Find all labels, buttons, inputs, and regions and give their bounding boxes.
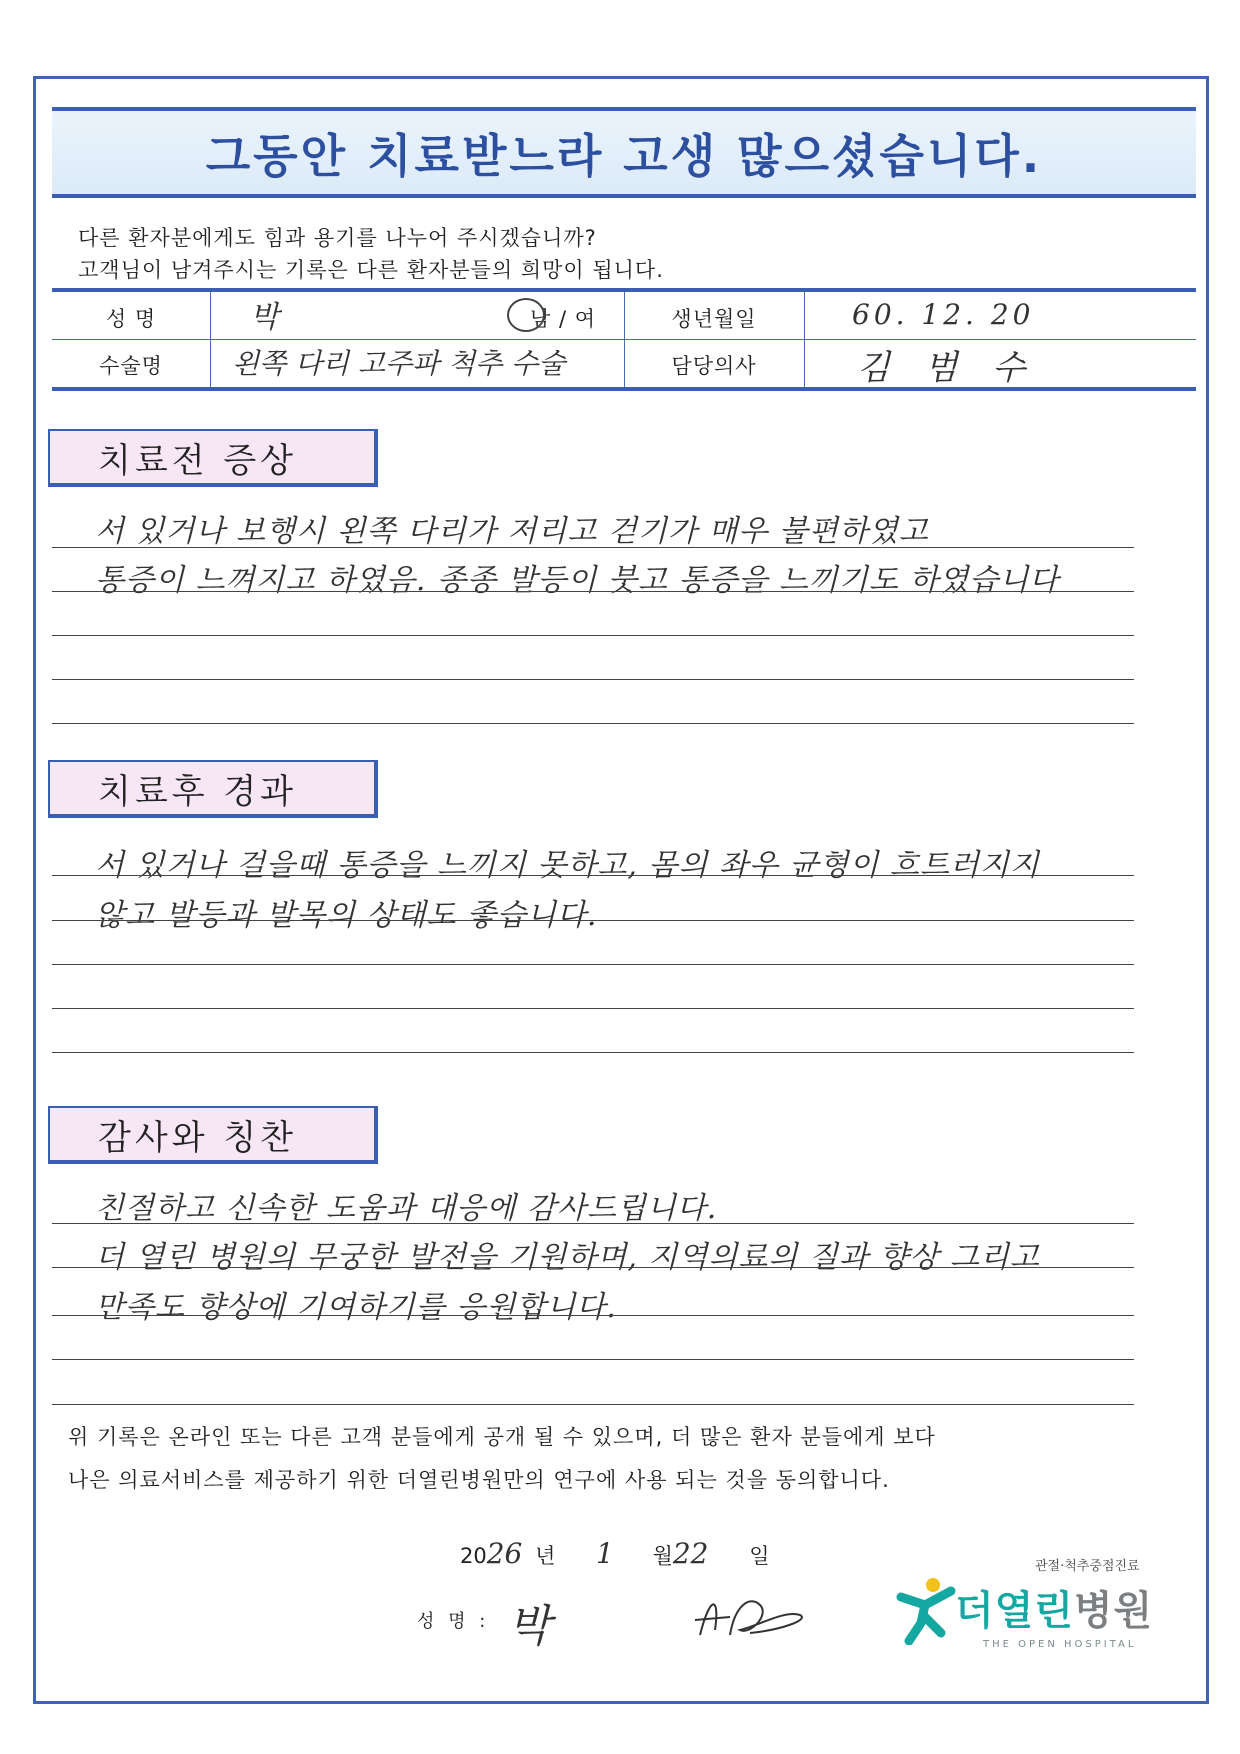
birth-value: 60. 12. 20 — [852, 298, 1035, 331]
section-heading-after: 치료후 경과 — [48, 760, 378, 818]
after-line-2: 않고 발등과 발목의 상태도 좋습니다. — [95, 898, 598, 933]
ruled-line — [52, 591, 1134, 592]
logo-english: THE OPEN HOSPITAL — [983, 1639, 1137, 1650]
doctor-value: 김 범 수 — [857, 348, 1038, 388]
ruled-line — [52, 1008, 1134, 1009]
gender-options: 남 / 여 — [530, 307, 596, 331]
section-heading-before: 치료전 증상 — [48, 429, 378, 487]
before-line-2: 통증이 느껴지고 하였음. 종종 발등이 붓고 통증을 느끼기도 하였습니다 — [95, 563, 1060, 598]
day-handwritten: 22 — [672, 1537, 709, 1570]
before-line-1: 서 있거나 보행시 왼쪽 다리가 저리고 걷기가 매우 불편하였고 — [95, 514, 929, 549]
patient-info-table — [52, 288, 1196, 391]
ruled-line — [52, 1267, 1134, 1268]
year-unit: 년 — [535, 1544, 556, 1568]
ruled-line — [52, 1223, 1134, 1224]
ruled-line — [52, 723, 1134, 724]
intro-line-2: 고객님이 남겨주시는 기록은 다른 환자분들의 희망이 됩니다. — [78, 258, 664, 282]
doctor-label: 담당의사 — [671, 354, 757, 378]
ruled-line — [52, 1359, 1134, 1360]
ruled-line — [52, 1315, 1134, 1316]
ruled-line — [52, 679, 1134, 680]
name-value: 박 — [250, 300, 279, 335]
section-heading-thanks: 감사와 칭찬 — [48, 1106, 378, 1164]
intro-line-1: 다른 환자분에게도 힘과 용기를 나누어 주시겠습니까? — [78, 226, 597, 250]
handwritten-signature — [690, 1575, 820, 1655]
redaction-block — [282, 296, 502, 334]
ruled-line — [52, 1404, 1134, 1405]
gender-circle-mark — [507, 298, 545, 332]
title-banner — [52, 107, 1196, 198]
birth-label: 생년월일 — [671, 307, 757, 331]
signature-label: 성 명 : — [417, 1611, 490, 1632]
ruled-line — [52, 1052, 1134, 1053]
after-line-1: 서 있거나 걸을때 통증을 느끼지 못하고, 몸의 좌우 균형이 흐트러지지 — [95, 848, 1040, 883]
name-label: 성 명 — [105, 307, 157, 331]
surgery-value: 왼쪽 다리 고주파 척추 수술 — [232, 347, 566, 380]
month-handwritten: 1 — [596, 1537, 614, 1570]
signing-date — [460, 1537, 769, 1570]
thanks-line-2: 더 열린 병원의 무궁한 발전을 기원하며, 지역의료의 질과 향상 그리고 — [95, 1240, 1040, 1275]
hospital-logo — [895, 1555, 1165, 1665]
logo-tagline: 관절·척추중점진료 — [1035, 1559, 1140, 1574]
signature-name: 박 — [508, 1601, 551, 1652]
logo-name-part1: 더열린 — [955, 1588, 1074, 1634]
logo-name-part2: 병원 — [1073, 1588, 1154, 1634]
consent-line-2: 나은 의료서비스를 제공하기 위한 더열린병원만의 연구에 사용 되는 것을 동의합니다. — [68, 1468, 890, 1492]
surgery-label: 수술명 — [99, 354, 163, 378]
ruled-line — [52, 964, 1134, 965]
thanks-line-3: 만족도 향상에 기여하기를 응원합니다. — [95, 1290, 617, 1325]
year-handwritten: 26 — [486, 1537, 523, 1570]
month-unit: 월 — [652, 1544, 673, 1568]
consent-line-1: 위 기록은 온라인 또는 다른 고객 분들에게 공개 될 수 있으며, 더 많은 환자 분들에게 보다 — [68, 1425, 936, 1449]
ruled-line — [52, 875, 1134, 876]
year-prefix: 20 — [460, 1544, 487, 1568]
person-logo-icon — [895, 1575, 959, 1645]
ruled-line — [52, 547, 1134, 548]
logo-name — [955, 1579, 1153, 1636]
thanks-line-1: 친절하고 신속한 도움과 대응에 감사드립니다. — [95, 1191, 718, 1226]
ruled-line — [52, 635, 1134, 636]
ruled-line — [52, 920, 1134, 921]
page-title: 그동안 치료받느라 고생 많으셨습니다. — [205, 128, 1043, 183]
day-unit: 일 — [749, 1544, 770, 1568]
